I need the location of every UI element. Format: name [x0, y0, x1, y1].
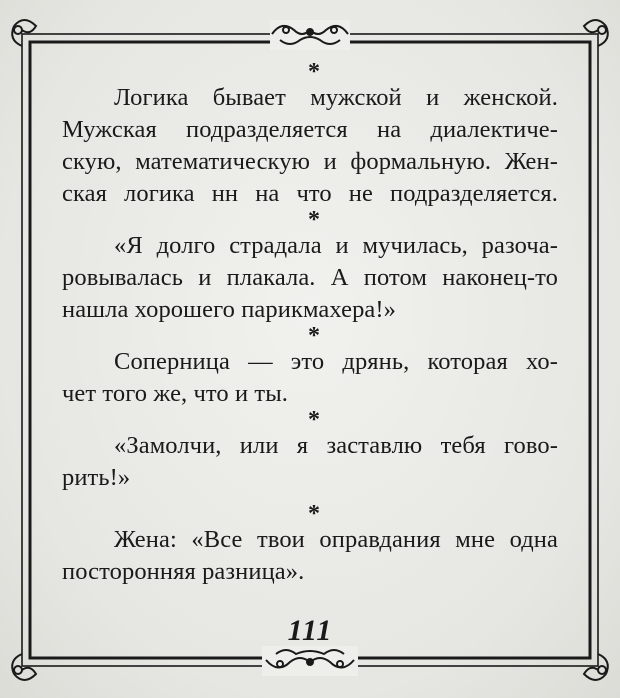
paragraph-line: посторонняя разница». — [62, 558, 305, 585]
paragraph-5 — [62, 524, 558, 588]
paragraph-line: нашла хорошего парикмахера!» — [62, 296, 397, 323]
paragraph-2 — [62, 230, 558, 326]
paragraph-line: «Я долго страдала и мучилась, разоча- — [114, 232, 558, 259]
page-number: 111 — [287, 614, 333, 647]
paragraph-3 — [62, 346, 558, 410]
top-center-ornament — [270, 20, 350, 50]
paragraph-line: скую, математическую и формальную. Жен- — [62, 148, 558, 175]
page-content — [62, 59, 558, 622]
separator-star: * — [308, 207, 320, 233]
paragraph-4 — [62, 430, 558, 494]
separator-star: * — [308, 323, 320, 349]
separator-star: * — [308, 59, 320, 85]
separator-star: * — [308, 407, 320, 433]
paragraph-line: «Замолчи, или я заставлю тебя гово- — [114, 432, 558, 459]
bottom-center-ornament — [262, 646, 358, 676]
paragraph-line: Жена: «Все твои оправдания мне одна — [114, 526, 558, 553]
paragraph-line: ровывалась и плакала. А потом наконец-то — [62, 264, 558, 291]
paragraph-line: Мужская подразделяется на диалектиче- — [62, 116, 558, 143]
paragraph-line: рить!» — [62, 464, 131, 491]
separator-star: * — [308, 501, 320, 527]
paragraph-line: Логика бывает мужской и женской. — [114, 84, 558, 111]
paragraph-line: Соперница — это дрянь, которая хо- — [114, 348, 558, 375]
paragraph-line: ская логика нн на что не подразделяется. — [62, 180, 558, 207]
paragraph-1 — [62, 82, 558, 210]
paragraph-line: чет того же, что и ты. — [62, 380, 289, 407]
